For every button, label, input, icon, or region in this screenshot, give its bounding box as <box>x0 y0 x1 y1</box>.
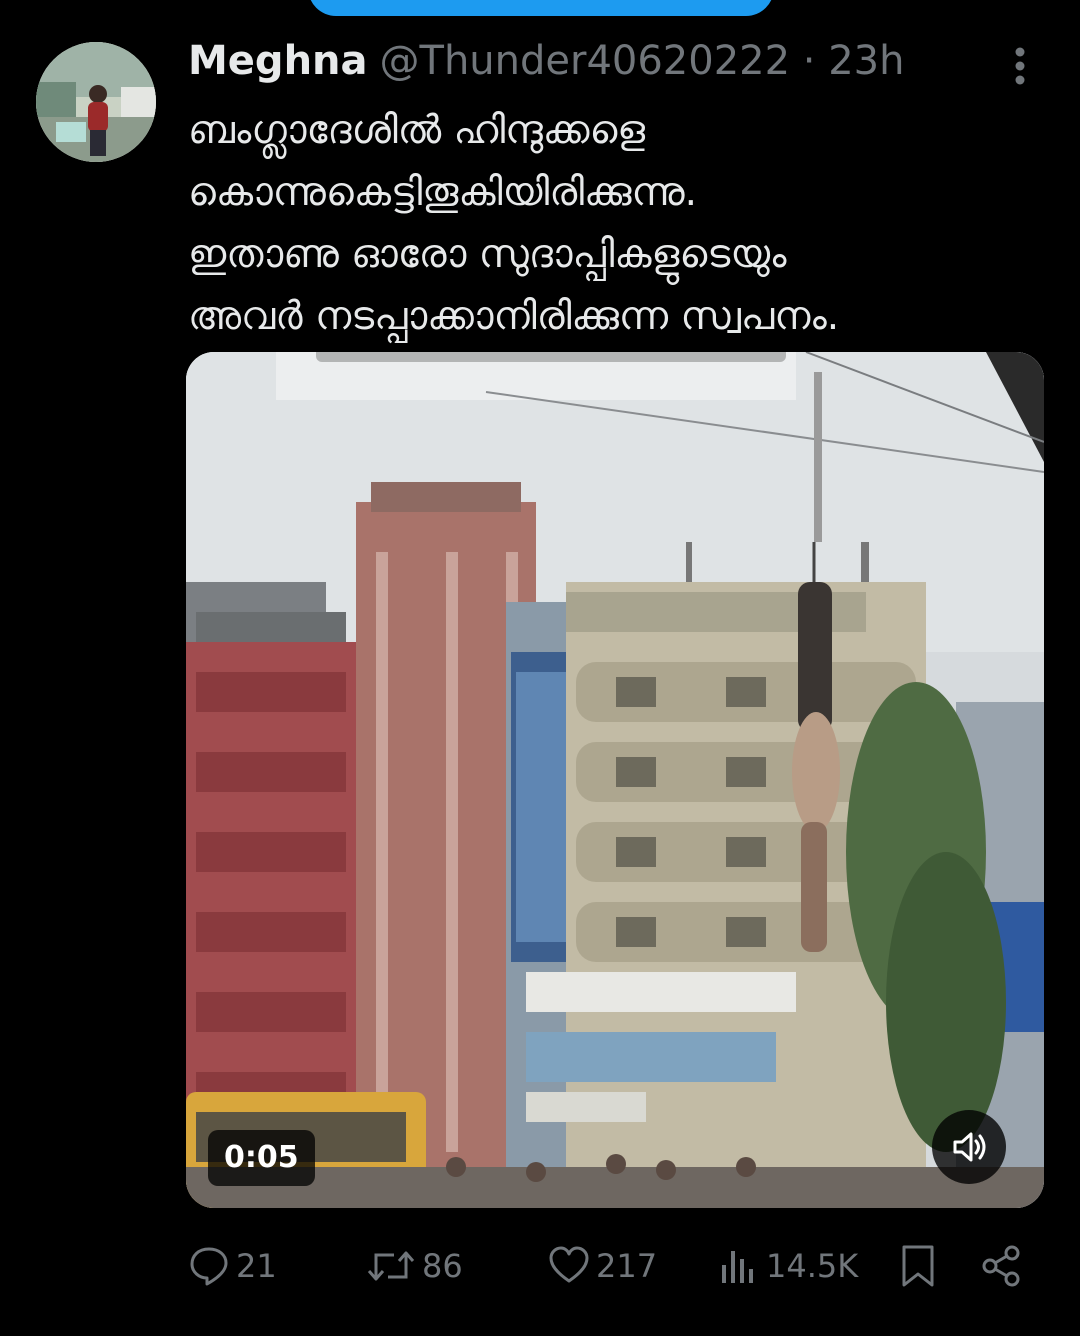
views-button[interactable] <box>718 1236 858 1296</box>
like-icon <box>548 1245 590 1287</box>
reply-icon <box>188 1245 230 1287</box>
handle-time[interactable]: @Thunder40620222 · 23h <box>379 38 905 84</box>
bookmark-icon <box>898 1243 938 1289</box>
volume-button[interactable] <box>932 1110 1006 1184</box>
retweet-icon <box>366 1245 416 1287</box>
video-player[interactable] <box>186 352 1044 1208</box>
action-bar <box>0 1236 1080 1296</box>
views-icon <box>718 1245 760 1287</box>
volume-icon <box>949 1127 989 1167</box>
avatar[interactable] <box>36 42 156 162</box>
tweet-text-line: ബംഗ്ലാദേശിൽ ഹിന്ദുക്കളെ <box>188 108 646 153</box>
tweet-header <box>188 38 904 90</box>
avatar-image <box>36 42 156 162</box>
like-count: 217 <box>596 1247 658 1285</box>
tweet-text-line: അവർ നടപ്പാക്കാനിരിക്കുന്ന സ്വപനം. <box>188 294 840 339</box>
bookmark-button[interactable] <box>898 1236 938 1296</box>
share-icon <box>980 1244 1024 1288</box>
tweet-text <box>188 100 1048 348</box>
like-button[interactable] <box>548 1236 657 1296</box>
tweet-text-line: ഇതാണു ഓരോ സുദാപ്പികളുടെയും <box>188 232 787 277</box>
reply-button[interactable] <box>188 1236 277 1296</box>
video-timer: 0:05 <box>208 1130 315 1186</box>
author-name[interactable]: Meghna <box>188 38 368 84</box>
reply-count: 21 <box>236 1247 277 1285</box>
views-count: 14.5K <box>766 1247 859 1285</box>
retweet-count: 86 <box>422 1247 463 1285</box>
more-icon[interactable] <box>1000 44 1040 88</box>
retweet-button[interactable] <box>366 1236 463 1296</box>
video-frame <box>186 352 1044 1208</box>
share-button[interactable] <box>980 1236 1024 1296</box>
tweet-text-line: കൊന്നുകെട്ടിതൂകിയിരിക്കുന്നു. <box>188 170 698 215</box>
